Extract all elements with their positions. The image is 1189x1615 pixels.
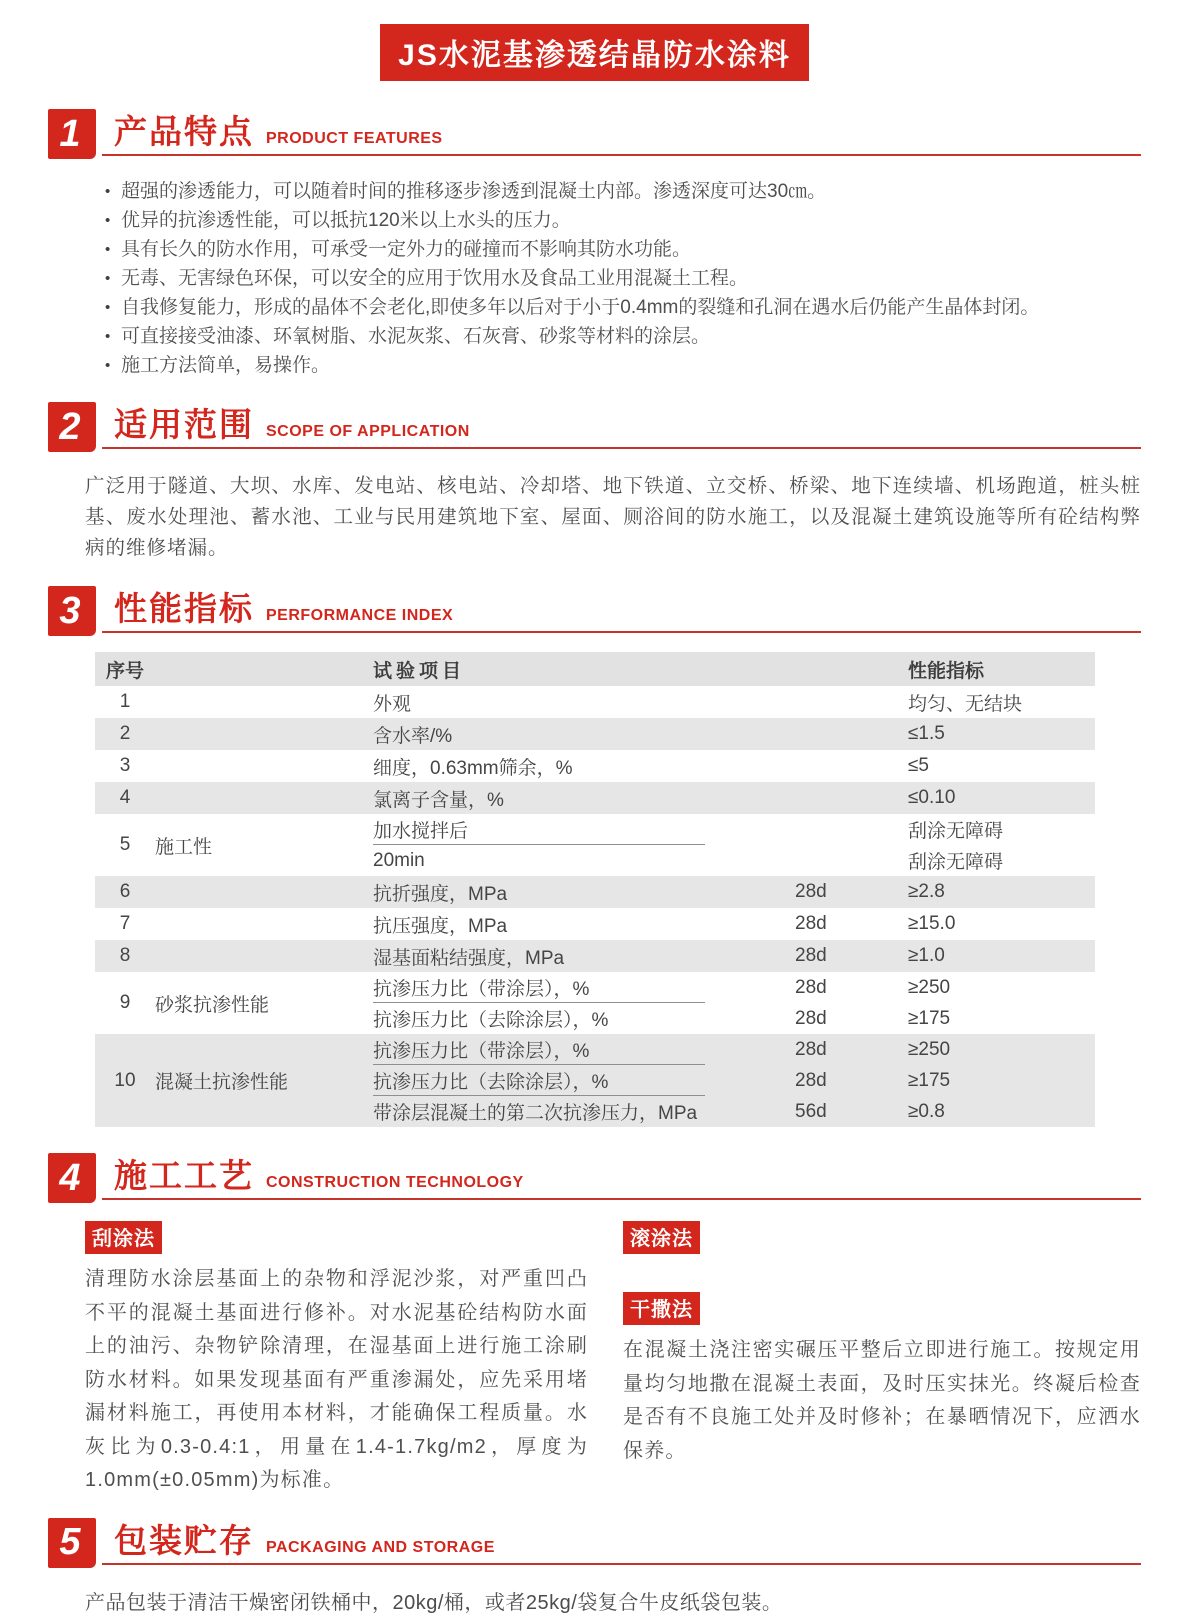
section-number-badge: 1: [48, 109, 96, 159]
cell-value: 刮涂无障碍: [908, 852, 1004, 873]
cell-age: 28d: [795, 976, 827, 998]
list-item: [105, 264, 1141, 293]
table-row: [95, 750, 1095, 782]
section-header-performance: [48, 586, 1141, 640]
col-header-no: 序号: [105, 660, 144, 682]
cell-age: [795, 686, 908, 718]
cell-age: 28d: [795, 1069, 827, 1091]
section-title-cn: 性能指标: [114, 590, 254, 627]
bullet-icon: •: [105, 183, 111, 200]
list-item: [105, 177, 1141, 206]
bullet-text: 具有长久的防水作用，可承受一定外力的碰撞而不影响其防水功能。: [121, 239, 692, 260]
cell-no: 1: [119, 691, 131, 712]
table-row: [95, 972, 1095, 1034]
cell-age: 28d: [795, 945, 827, 966]
cell-no: 10: [114, 1069, 136, 1091]
cell-item: 抗渗压力比（带涂层），%: [373, 979, 590, 1000]
table-row: [95, 686, 1095, 718]
bullet-icon: •: [105, 270, 111, 287]
cell-value: ≥175: [908, 1007, 951, 1029]
table-subrow: [373, 1096, 1095, 1127]
cell-item: 加水搅拌后: [373, 821, 469, 842]
col-header-index: 性能指标: [908, 660, 985, 682]
cell-item: 氯离子含量，%: [373, 789, 504, 811]
cell-item: 抗压强度，MPa: [373, 915, 508, 937]
cell-category: [155, 686, 373, 718]
section-underline: [102, 631, 1141, 633]
cell-no: 7: [119, 913, 131, 934]
cell-item: 20min: [373, 849, 425, 871]
section-number-badge: 3: [48, 586, 96, 636]
cell-item: 带涂层混凝土的第二次抗渗压力，MPa: [373, 1103, 698, 1124]
cell-category: 混凝土抗渗性能: [155, 1072, 289, 1093]
section-underline: [102, 447, 1141, 449]
section-title-en: PACKAGING AND STORAGE: [266, 1538, 495, 1556]
table-subrow: [373, 972, 1095, 1003]
list-item: [105, 206, 1141, 235]
cell-value: 均匀、无结块: [908, 693, 1023, 715]
scope-paragraph: 广泛用于隧道、大坝、水库、发电站、核电站、冷却塔、地下铁道、立交桥、桥梁、地下连续墙、机场跑道，桩头桩基、废水处理池、蓄水池、工业与民用建筑地下室、屋面、厕浴间的防水施工，以及混凝土建筑设施等所有砼结构弊病的维修堵漏。: [85, 475, 1141, 559]
bullet-text: 无毒、无害绿色环保，可以安全的应用于饮用水及食品工业用混凝土工程。: [121, 268, 749, 289]
cell-value: 刮涂无障碍: [908, 821, 1004, 842]
col-header-item: 试验项目: [373, 660, 466, 682]
cell-value: ≥2.8: [908, 881, 945, 902]
table-row: [95, 940, 1095, 972]
section-number-badge: 5: [48, 1518, 96, 1568]
cell-age: [795, 750, 908, 782]
section-header-features: [48, 109, 1141, 163]
cell-category: [155, 908, 373, 940]
list-item: [105, 351, 1141, 380]
cell-item: 细度，0.63mm筛余，%: [373, 757, 573, 779]
packaging-text: 产品包装于清洁干燥密闭铁桶中，20kg/桶，或者25kg/袋复合牛皮纸袋包装。: [85, 1591, 783, 1614]
section-title-en: PRODUCT FEATURES: [266, 130, 443, 147]
cell-age: 56d: [795, 1100, 827, 1122]
bullet-icon: •: [105, 328, 111, 345]
cell-value: ≥250: [908, 976, 951, 998]
table-row: [95, 876, 1095, 908]
cell-value: ≥1.0: [908, 945, 945, 966]
method-badge-dry: 干撒法: [623, 1292, 700, 1325]
cell-category: [155, 876, 373, 908]
cell-category: 施工性: [155, 836, 213, 858]
section-underline: [102, 1198, 1141, 1200]
cell-value: ≥250: [908, 1038, 951, 1060]
cell-value: ≥0.8: [908, 1100, 945, 1122]
bullet-text: 超强的渗透能力，可以随着时间的推移逐步渗透到混凝土内部。渗透深度可达30㎝。: [121, 181, 827, 202]
cell-age: [795, 718, 908, 750]
cell-item: 抗折强度，MPa: [373, 883, 508, 905]
cell-item: 外观: [373, 693, 412, 715]
section-title-en: SCOPE OF APPLICATION: [266, 423, 470, 440]
list-item: [105, 235, 1141, 264]
section-title-cn: 产品特点: [114, 113, 254, 150]
method-badge-roll: 滚涂法: [623, 1221, 700, 1254]
table-subrow: [373, 814, 1095, 845]
cell-no: 8: [119, 945, 131, 966]
performance-table: [95, 652, 1095, 1127]
bullet-icon: •: [105, 212, 111, 229]
table-row: [95, 782, 1095, 814]
list-item: [105, 322, 1141, 351]
cell-age: [795, 782, 908, 814]
cell-item: 湿基面粘结强度，MPa: [373, 947, 565, 969]
table-subrow: [373, 845, 1095, 876]
bullet-text: 优异的抗渗透性能，可以抵抗120米以上水头的压力。: [121, 210, 571, 231]
title-wrap: [48, 24, 1141, 81]
product-title: JS水泥基渗透结晶防水涂料: [380, 24, 809, 81]
section-header-scope: [48, 402, 1141, 456]
table-subrow: [373, 1003, 1095, 1034]
table-subrow: [373, 1065, 1095, 1096]
bullet-text: 自我修复能力，形成的晶体不会老化,即使多年以后对于小于0.4mm的裂缝和孔洞在遇水后仍能产生晶体封闭。: [121, 297, 1040, 318]
cell-age: 28d: [795, 881, 827, 902]
cell-item: 含水率/%: [373, 725, 453, 747]
section-number-badge: 4: [48, 1153, 96, 1203]
method-roll-gap: [623, 1254, 1141, 1292]
method-roll-dry-column: [623, 1221, 1141, 1498]
method-text-scrape: 清理防水涂层基面上的杂物和浮泥沙浆，对严重凹凸不平的混凝土基面进行修补。对水泥基砼结构防水面上的油污、杂物铲除清理，在湿基面上进行施工涂刷防水材料。如果发现基面有严重渗漏处，应先采用堵漏材料施工，再使用本材料，才能确保工程质量。水灰比为0.3-0.4:1，用量在1.4-1.7kg/m2，厚度为1.0mm(±0.05mm)为标准。: [85, 1268, 589, 1491]
cell-no: 9: [119, 992, 131, 1013]
construction-methods: [85, 1221, 1141, 1498]
cell-item: 抗渗压力比（带涂层），%: [373, 1041, 590, 1062]
table-row: [95, 718, 1095, 750]
section-underline: [102, 154, 1141, 156]
cell-age: 28d: [795, 1007, 827, 1029]
bullet-icon: •: [105, 299, 111, 316]
section-header-construction: [48, 1153, 1141, 1207]
cell-category: [155, 750, 373, 782]
cell-category: [155, 940, 373, 972]
bullet-icon: •: [105, 357, 111, 374]
section-title-en: CONSTRUCTION TECHNOLOGY: [266, 1174, 524, 1191]
table-header-row: [95, 652, 1095, 686]
cell-value: ≤5: [908, 755, 929, 776]
cell-no: 2: [119, 723, 131, 744]
cell-category: [155, 782, 373, 814]
section-underline: [102, 1563, 1141, 1565]
cell-no: 3: [119, 755, 131, 776]
section-header-packaging: [48, 1518, 1141, 1572]
cell-category: 砂浆抗渗性能: [155, 994, 270, 1016]
bullet-text: 可直接接受油漆、环氧树脂、水泥灰浆、石灰膏、砂浆等材料的涂层。: [121, 326, 711, 347]
features-bullet-list: [105, 177, 1141, 380]
cell-value: ≥175: [908, 1069, 951, 1091]
cell-no: 4: [119, 787, 131, 808]
method-text-dry: 在混凝土浇注密实碾压平整后立即进行施工。按规定用量均匀地撒在混凝土表面，及时压实抹光。终凝后检查是否有不良施工处并及时修补；在暴晒情况下，应洒水保养。: [623, 1339, 1141, 1462]
cell-item: 抗渗压力比（去除涂层），%: [373, 1010, 609, 1031]
list-item: [105, 293, 1141, 322]
table-row: [95, 908, 1095, 940]
cell-no: 5: [119, 834, 131, 855]
section-title-cn: 施工工艺: [114, 1157, 254, 1194]
cell-item: 抗渗压力比（去除涂层），%: [373, 1072, 609, 1093]
section-title-cn: 包装贮存: [114, 1521, 254, 1559]
cell-age: 28d: [795, 1038, 827, 1060]
table-row: [95, 1034, 1095, 1127]
cell-value: ≥15.0: [908, 913, 956, 934]
section-title-en: PERFORMANCE INDEX: [266, 607, 454, 624]
section-title-cn: 适用范围: [114, 406, 254, 443]
cell-value: ≤1.5: [908, 723, 945, 744]
cell-value: ≤0.10: [908, 787, 956, 808]
method-badge-scrape: 刮涂法: [85, 1221, 162, 1254]
bullet-text: 施工方法简单，易操作。: [121, 355, 331, 376]
bullet-icon: •: [105, 241, 111, 258]
table-subrow: [373, 1034, 1095, 1065]
section-number-badge: 2: [48, 402, 96, 452]
cell-age: 28d: [795, 913, 827, 934]
cell-category: [155, 718, 373, 750]
method-scrape-column: [85, 1221, 588, 1498]
cell-no: 6: [119, 881, 131, 902]
table-row: [95, 814, 1095, 876]
